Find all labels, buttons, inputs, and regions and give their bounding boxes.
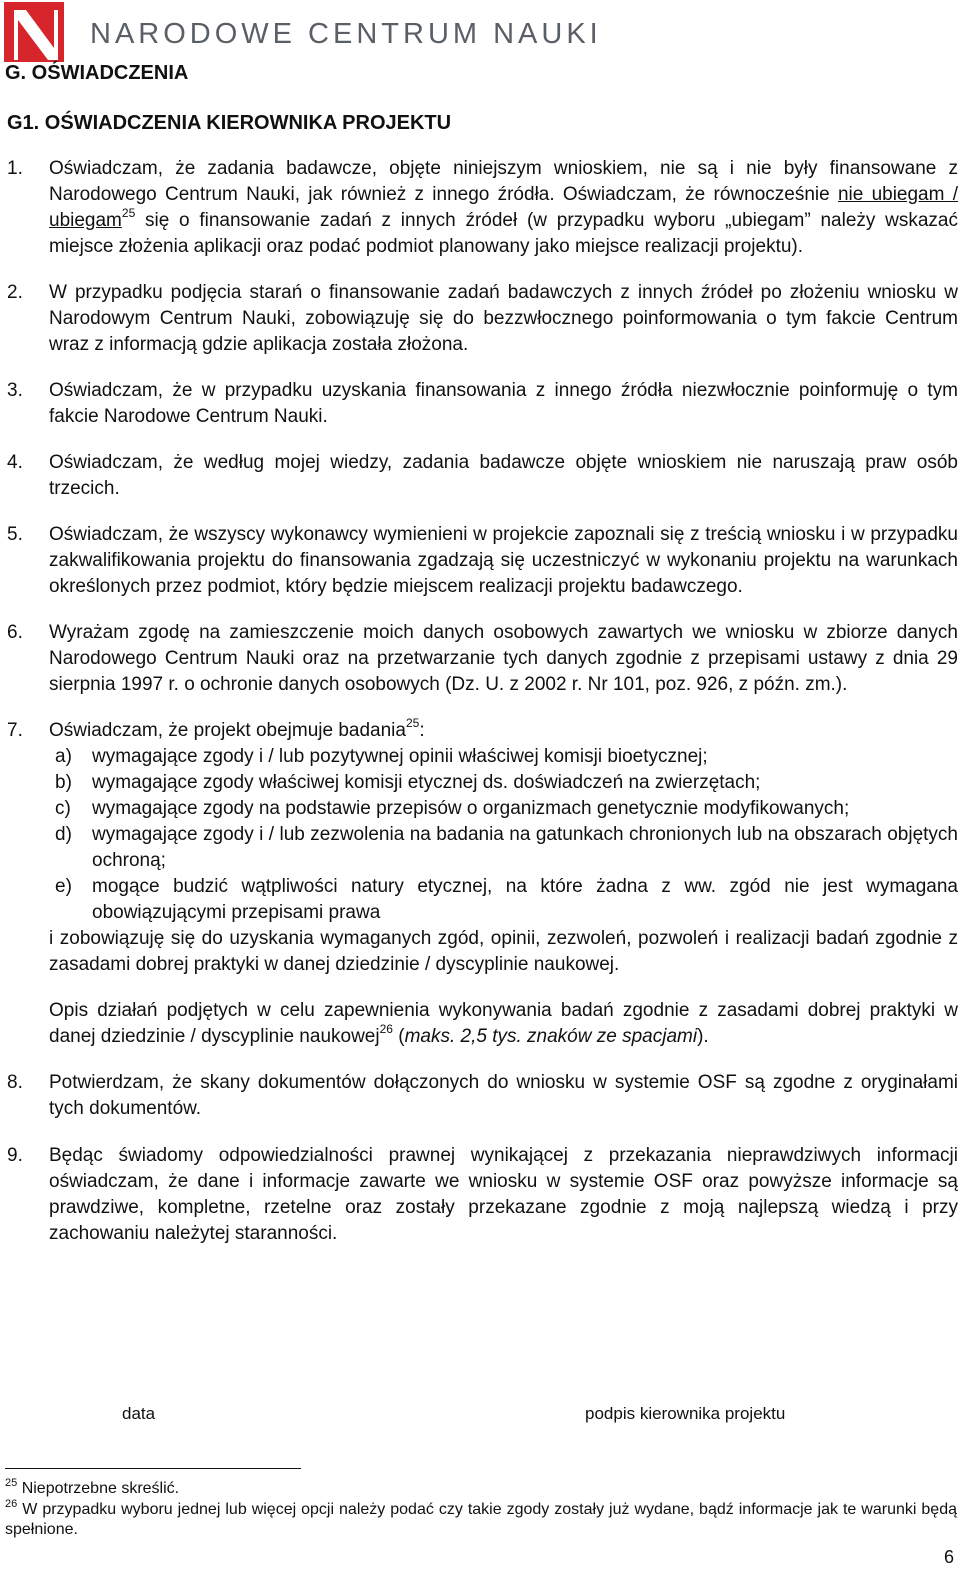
- statement-2: [0, 280, 960, 358]
- item-number: 3.: [7, 380, 23, 401]
- brand-name: NARODOWE CENTRUM NAUKI: [90, 18, 602, 50]
- statement-9: [0, 1143, 960, 1247]
- statement-text: Potwierdzam, że skany dokumentów dołączonych do wniosku w systemie OSF są zgodne z oryginałami tych dokumentów.: [49, 1072, 958, 1119]
- obligation-text: i zobowiązuję się do uzyskania wymaganych zgód, opinii, zezwoleń, pozwoleń i realizacji badań zgodnie z zasadami dobrej praktyki w danej dziedzinie / dyscyplinie naukowej.: [49, 928, 958, 975]
- paren-close: ).: [697, 1026, 709, 1047]
- subitem-letter: a): [55, 746, 72, 767]
- subitem-text: wymagające zgody i / lub zezwolenia na badania na gatunkach chronionych lub na obszarach objętych ochroną;: [92, 824, 958, 871]
- section-title: G. OŚWIADCZENIA: [5, 62, 189, 84]
- subitem-text: mogące budzić wątpliwości natury etycznej, na które żadna z ww. zgód nie jest wymagana obowiązującymi przepisami prawa: [92, 876, 958, 923]
- footnote-26: [5, 1500, 957, 1540]
- subitem-letter: e): [55, 876, 72, 897]
- section-subtitle: G1. OŚWIADCZENIA KIEROWNIKA PROJEKTU: [7, 112, 452, 134]
- item-number: 2.: [7, 282, 23, 303]
- statement-1: [0, 156, 960, 260]
- footnote-text: Niepotrzebne skreślić.: [17, 1480, 180, 1497]
- subitem-text: wymagające zgody i / lub pozytywnej opinii właściwej komisji bioetycznej;: [92, 746, 708, 767]
- ethics-description-label: [0, 998, 960, 1050]
- statement-8: [0, 1070, 960, 1122]
- statement-5: [0, 522, 960, 600]
- ncn-logo-icon: [4, 2, 64, 62]
- subitem-e: [0, 874, 960, 926]
- statement-text: się o finansowanie zadań z innych źródeł (w przypadku wyboru „ubiegam” należy wskazać miejsce złożenia aplikacji oraz podać podmiot planowany jako miejsce realizacji projektu).: [49, 210, 958, 257]
- subitem-c: [0, 796, 960, 822]
- underlined-option: nie ubiegam / ubiegam: [49, 184, 958, 231]
- footnote-ref: 25: [121, 206, 136, 220]
- item-number: 4.: [7, 452, 23, 473]
- footnote-text: W przypadku wyboru jednej lub więcej opcji należy podać czy takie zgody zostały już wydane, bądź informacje jak te warunki będą spełnione.: [5, 1501, 957, 1538]
- page-number: 6: [944, 1547, 955, 1567]
- subitem-letter: b): [55, 772, 72, 793]
- subitem-b: [0, 770, 960, 796]
- description-text: Opis działań podjętych w celu zapewnienia wykonywania badań zgodnie z zasadami dobrej praktyki w danej dziedzinie / dyscyplinie naukowej: [49, 1000, 958, 1047]
- item-number: 7.: [7, 720, 23, 741]
- footnote-separator: [5, 1468, 301, 1469]
- statement-text: Oświadczam, że zadania badawcze, objęte niniejszym wnioskiem, nie są i nie były finansowane z Narodowego Centrum Nauki, jak również z innego źródła. Oświadczam, że równocześnie: [49, 158, 958, 205]
- subitem-d: [0, 822, 960, 874]
- subitem-text: wymagające zgody właściwej komisji etycznej ds. doświadczeń na zwierzętach;: [92, 772, 761, 793]
- statement-7: [0, 718, 960, 744]
- footnote-ref: 25: [405, 716, 420, 730]
- char-limit-note: maks. 2,5 tys. znaków ze spacjami: [404, 1026, 698, 1047]
- item-number: 6.: [7, 622, 23, 643]
- statement-text: Wyrażam zgodę na zamieszczenie moich danych osobowych zawartych we wniosku w zbiorze danych Narodowego Centrum Nauki oraz na przetwarzanie tych danych zgodnie z przepisami ustawy z dnia 29 sierpnia 1997 r. o ochronie danych osobowych (Dz. U. z 2002 r. Nr 101, poz. 926, z późn. zm.).: [49, 622, 958, 695]
- item-number: 8.: [7, 1072, 23, 1093]
- paren-open: (: [392, 1026, 405, 1047]
- statement-text: W przypadku podjęcia starań o finansowanie zadań badawczych z innych źródeł po złożeniu wniosku w Narodowym Centrum Nauki, zobowiązuję się do bezzwłocznego poinformowania o tym fakcie Centrum wraz z informacją gdzie aplikacja została złożona.: [49, 282, 958, 355]
- colon: :: [419, 720, 425, 741]
- statement-text: Oświadczam, że projekt obejmuje badania: [49, 720, 406, 741]
- item-number: 1.: [7, 158, 23, 179]
- statements: [0, 156, 960, 1247]
- subitem-a: [0, 744, 960, 770]
- statement-text: Oświadczam, że w przypadku uzyskania finansowania z innego źródła niezwłocznie poinformuję o tym fakcie Narodowe Centrum Nauki.: [49, 380, 958, 427]
- subitem-text: wymagające zgody na podstawie przepisów o organizmach genetycznie modyfikowanych;: [92, 798, 850, 819]
- item-number: 5.: [7, 524, 23, 545]
- signature-label: podpis kierownika projektu: [585, 1404, 786, 1423]
- header: [0, 0, 960, 60]
- statement-4: [0, 450, 960, 502]
- footnote-mark: 25: [5, 1477, 18, 1489]
- footnote-ref: 26: [379, 1022, 393, 1036]
- subitem-letter: d): [55, 824, 72, 845]
- footnote-25: [5, 1479, 957, 1499]
- footnote-mark: 26: [5, 1498, 18, 1510]
- statement-3: [0, 378, 960, 430]
- item-number: 9.: [7, 1145, 23, 1166]
- statement-text: Oświadczam, że wszyscy wykonawcy wymienieni w projekcie zapoznali się z treścią wniosku i w przypadku zakwalifikowania projektu do finansowania zgadzają się uczestniczyć w wykonaniu projektu na warunkach określonych przez podmiot, który będzie miejscem realizacji projektu badawczego.: [49, 524, 958, 597]
- statement-text: Oświadczam, że według mojej wiedzy, zadania badawcze objęte wnioskiem nie naruszają praw osób trzecich.: [49, 452, 958, 499]
- date-label: data: [122, 1404, 156, 1423]
- statement-6: [0, 620, 960, 698]
- statement-text: Będąc świadomy odpowiedzialności prawnej wynikającej z przekazania nieprawdziwych informacji oświadczam, że dane i informacje zawarte we wniosku w systemie OSF oraz powyższe informacje są prawdziwe, kompletne, rzetelne oraz zostały przekazane zgodnie z moją najlepszą wiedzą i przy zachowaniu należytej staranności.: [49, 1145, 958, 1244]
- subitem-letter: c): [55, 798, 71, 819]
